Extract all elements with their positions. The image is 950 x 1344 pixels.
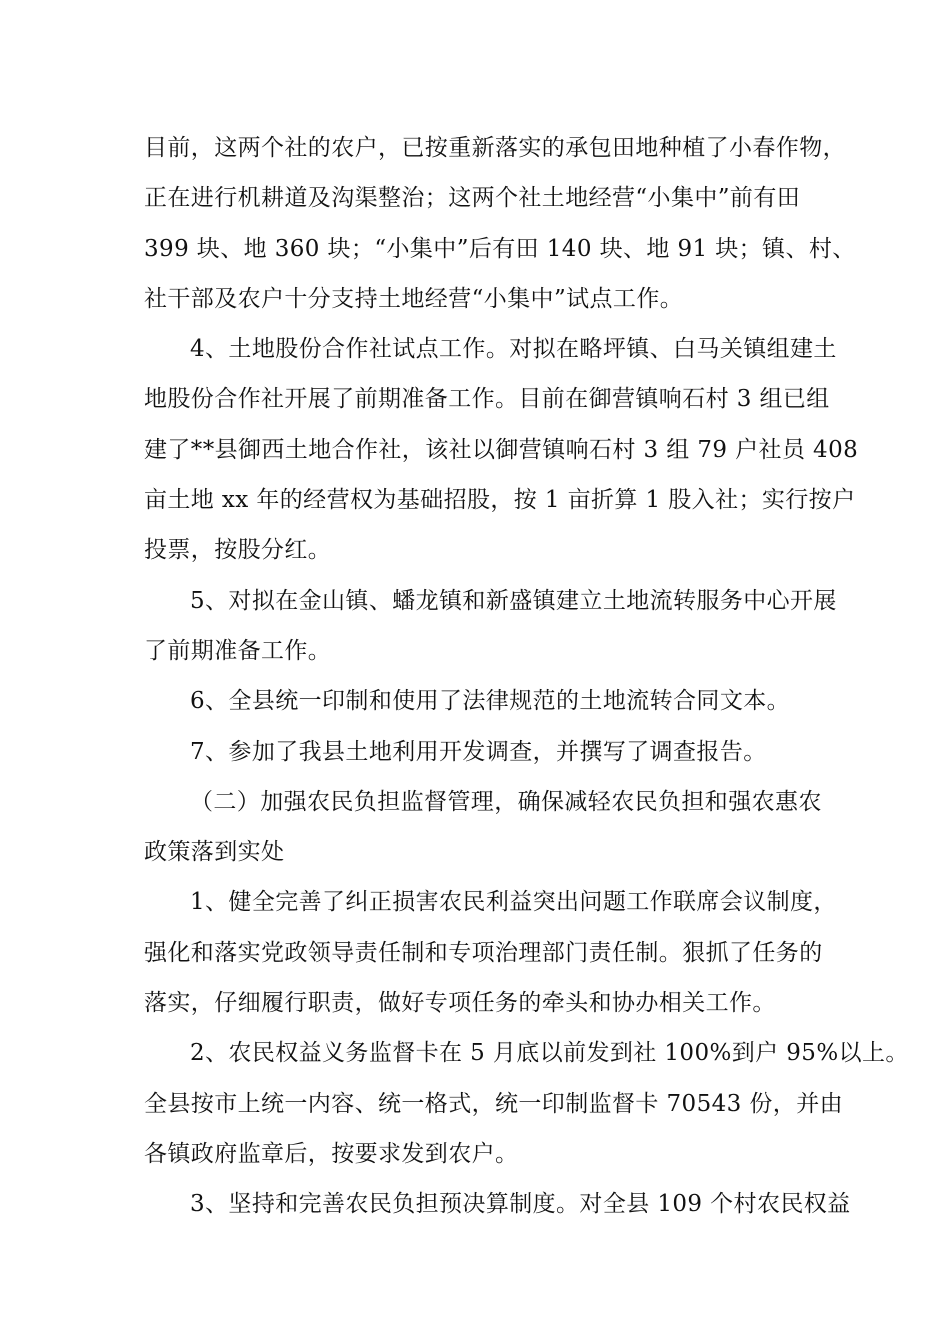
text-line: 投票，按股分红。 [144, 537, 332, 564]
document-body [144, 123, 909, 1230]
text-line: 政策落到实处 [144, 839, 285, 866]
text-line: 了前期准备工作。 [144, 637, 332, 664]
text-line: 7、参加了我县土地利用开发调查，并撰写了调查报告。 [190, 738, 767, 765]
text-line: 建了**县御西土地合作社，该社以御营镇响石村 3 组 79 户社员 408 [144, 436, 859, 463]
text-line: 地股份合作社开展了前期准备工作。目前在御营镇响石村 3 组已组 [144, 386, 830, 413]
text-line: 目前，这两个社的农户，已按重新落实的承包田地种植了小春作物， [144, 135, 846, 161]
text-line: 4、土地股份合作社试点工作。对拟在略坪镇、白马关镇组建土 [190, 336, 837, 363]
text-line: 全县按市上统一内容、统一格式，统一印制监督卡 70543 份，并由 [144, 1090, 843, 1117]
text-line: 落实，仔细履行职责，做好专项任务的牵头和协办相关工作。 [144, 990, 776, 1017]
text-line: 亩土地 xx 年的经营权为基础招股，按 1 亩折算 1 股入社；实行按户 [144, 487, 856, 514]
text-line: 强化和落实党政领导责任制和专项治理部门责任制。狠抓了任务的 [144, 939, 823, 966]
text-line: 6、全县统一印制和使用了法律规范的土地流转合同文本。 [190, 688, 791, 715]
text-line: 5、对拟在金山镇、蟠龙镇和新盛镇建立土地流转服务中心开展 [190, 587, 837, 614]
text-line: 2、农民权益义务监督卡在 5 月底以前发到社 100%到户 95%以上。 [190, 1040, 909, 1067]
text-line: 1、健全完善了纠正损害农民利益突出问题工作联席会议制度， [190, 889, 837, 916]
text-line: 社干部及农户十分支持土地经营“小集中”试点工作。 [144, 285, 684, 312]
text-line: 正在进行机耕道及沟渠整治；这两个社土地经营“小集中”前有田 [144, 185, 801, 212]
text-line: 各镇政府监章后，按要求发到农户。 [144, 1140, 519, 1167]
text-line: 399 块、地 360 块；“小集中”后有田 140 块、地 91 块；镇、村、 [144, 235, 856, 262]
text-line: 3、坚持和完善农民负担预决算制度。对全县 109 个村农民权益 [190, 1191, 851, 1218]
text-line: （二）加强农民负担监督管理，确保减轻农民负担和强农惠农 [190, 788, 822, 815]
